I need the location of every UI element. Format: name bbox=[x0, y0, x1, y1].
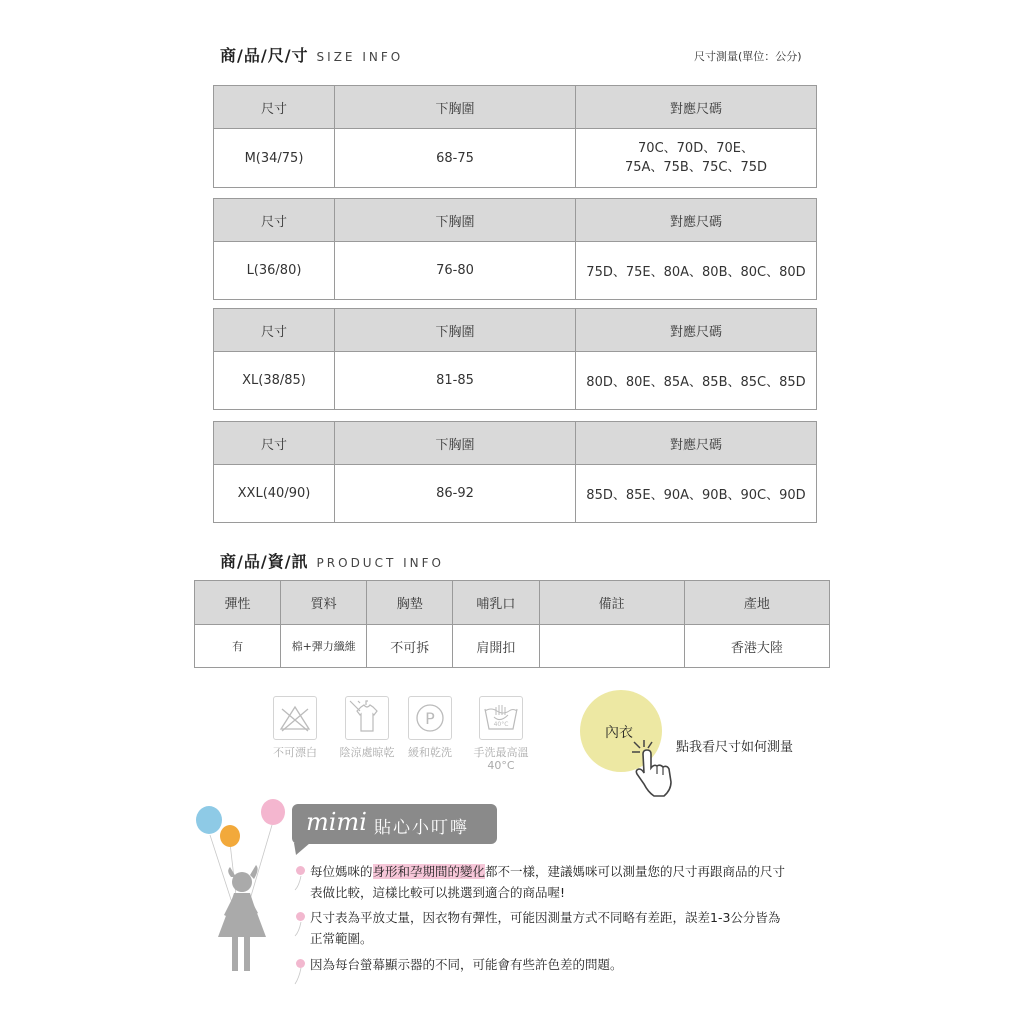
underbust-cell: 86-92 bbox=[335, 465, 576, 523]
product-info-title-text: 商/品/資/訊 bbox=[220, 552, 309, 571]
size-info-title-text: 商/品/尺/寸 bbox=[220, 46, 309, 65]
hand-wash-temp: 40°C bbox=[493, 721, 509, 728]
dry-clean-symbol: P bbox=[425, 709, 435, 728]
mimi-logo: mimi bbox=[306, 808, 367, 836]
header-padding: 胸墊 bbox=[367, 581, 453, 625]
header-underbust: 下胸圍 bbox=[335, 422, 576, 465]
fit-line: 70C、70D、70E、 bbox=[638, 141, 754, 156]
underbust-cell: 68-75 bbox=[335, 129, 576, 188]
girl-balloons-illustration bbox=[190, 795, 290, 980]
size-table-l bbox=[213, 198, 817, 300]
tips-tag-text: 貼心小叮嚀 bbox=[374, 818, 469, 838]
balloon-pink bbox=[261, 799, 285, 825]
header-size: 尺寸 bbox=[214, 422, 335, 465]
header-size: 尺寸 bbox=[214, 86, 335, 129]
hand-wash-icon bbox=[479, 696, 523, 740]
header-nursing-opening: 哺乳口 bbox=[453, 581, 539, 625]
header-elasticity: 彈性 bbox=[195, 581, 281, 625]
tag-tail bbox=[292, 843, 312, 857]
size-table-xl bbox=[213, 308, 817, 410]
note-2-line2: 正常範圍。 bbox=[310, 931, 373, 946]
header-fit: 對應尺碼 bbox=[576, 86, 817, 129]
header-fit: 對應尺碼 bbox=[576, 422, 817, 465]
note-2 bbox=[310, 907, 825, 949]
value-material: 棉+彈力纖維 bbox=[281, 625, 367, 668]
header-fit: 對應尺碼 bbox=[576, 309, 817, 352]
note-1-highlight: 身形和孕期間的變化 bbox=[372, 864, 486, 879]
product-info-subtitle: PRODUCT INFO bbox=[316, 556, 444, 570]
balloon-orange bbox=[220, 825, 240, 847]
care-label-temp: 40°C bbox=[487, 759, 515, 772]
size-cell: L(36/80) bbox=[214, 242, 335, 300]
size-info-title bbox=[220, 43, 403, 66]
note-1-post: 都不一樣，建議媽咪可以測量您的尺寸再跟商品的尺寸 bbox=[485, 864, 786, 879]
note-1-line2: 表做比較，這樣比較可以挑選到適合的商品喔! bbox=[310, 885, 566, 900]
no-bleach-icon bbox=[273, 696, 317, 740]
value-nursing-opening: 肩開扣 bbox=[453, 625, 539, 668]
care-label: 陰涼處晾乾 bbox=[339, 746, 395, 759]
measure-bubble-label[interactable]: 內衣 bbox=[605, 725, 633, 741]
value-origin: 香港大陸 bbox=[684, 625, 829, 668]
care-label: 手洗最高溫 bbox=[473, 746, 529, 759]
fit-cell bbox=[576, 129, 817, 188]
note-1-pre: 每位媽咪的 bbox=[310, 864, 373, 879]
product-info-title bbox=[220, 549, 444, 572]
header-origin: 產地 bbox=[684, 581, 829, 625]
unit-note: 尺寸測量(單位：公分) bbox=[694, 50, 802, 63]
size-table-m bbox=[213, 85, 817, 188]
header-size: 尺寸 bbox=[214, 309, 335, 352]
care-label: 不可漂白 bbox=[273, 746, 317, 759]
underbust-cell: 76-80 bbox=[335, 242, 576, 300]
fit-cell: 85D、85E、90A、90B、90C、90D bbox=[576, 465, 817, 523]
care-label: 緩和乾洗 bbox=[408, 746, 452, 759]
header-remarks: 備註 bbox=[539, 581, 684, 625]
measure-link[interactable]: 點我看尺寸如何測量 bbox=[676, 740, 794, 755]
header-material: 質料 bbox=[281, 581, 367, 625]
dry-clean-icon bbox=[408, 696, 452, 740]
size-cell: M(34/75) bbox=[214, 129, 335, 188]
note-2-line1: 尺寸表為平放丈量，因衣物有彈性，可能因測量方式不同略有差距，誤差1-3公分皆為 bbox=[310, 910, 781, 925]
fit-cell: 75D、75E、80A、80B、80C、80D bbox=[576, 242, 817, 300]
size-cell: XXL(40/90) bbox=[214, 465, 335, 523]
product-info-table bbox=[194, 580, 830, 668]
header-underbust: 下胸圍 bbox=[335, 199, 576, 242]
balloon-blue bbox=[196, 806, 222, 834]
header-fit: 對應尺碼 bbox=[576, 199, 817, 242]
note-1 bbox=[310, 861, 825, 903]
care-hand-wash bbox=[470, 696, 532, 772]
care-no-bleach bbox=[264, 696, 326, 759]
value-elasticity: 有 bbox=[195, 625, 281, 668]
size-info-subtitle: SIZE INFO bbox=[316, 50, 404, 64]
header-underbust: 下胸圍 bbox=[335, 309, 576, 352]
value-remarks bbox=[539, 625, 684, 668]
fit-line: 75A、75B、75C、75D bbox=[624, 160, 768, 175]
header-size: 尺寸 bbox=[214, 199, 335, 242]
header-underbust: 下胸圍 bbox=[335, 86, 576, 129]
fit-cell: 80D、80E、85A、85B、85C、85D bbox=[576, 352, 817, 410]
care-shade-dry bbox=[328, 696, 406, 759]
note-1-line1 bbox=[310, 861, 825, 882]
mimi-tips-tag bbox=[292, 804, 497, 844]
shade-dry-icon bbox=[345, 696, 389, 740]
note-3: 因為每台螢幕顯示器的不同，可能會有些許色差的問題。 bbox=[310, 957, 623, 972]
size-table-xxl bbox=[213, 421, 817, 523]
care-dry-clean bbox=[400, 696, 460, 759]
underbust-cell: 81-85 bbox=[335, 352, 576, 410]
value-padding: 不可拆 bbox=[367, 625, 453, 668]
size-cell: XL(38/85) bbox=[214, 352, 335, 410]
note-strings bbox=[293, 872, 307, 992]
